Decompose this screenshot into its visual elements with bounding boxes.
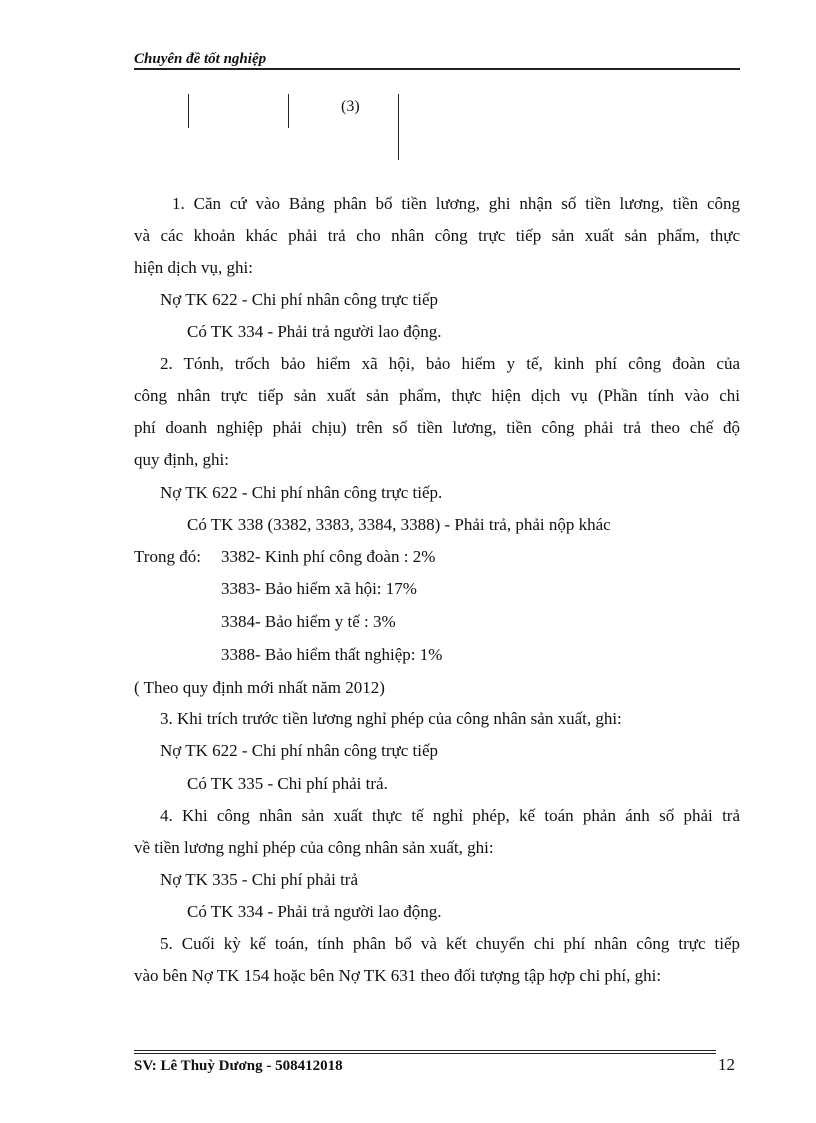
p3-line-1: 3. Khi trích trước tiền lương nghỉ phép của công nhân sản xuất, ghi: xyxy=(160,709,622,728)
breakdown-item: 3383- Bảo hiểm xã hội: 17% xyxy=(221,579,417,598)
breakdown-item: 3384- Bảo hiểm y tế : 3% xyxy=(221,612,396,631)
diagram-line-2 xyxy=(288,94,289,128)
p2-debit: Nợ TK 622 - Chi phí nhân công trực tiếp. xyxy=(160,483,443,502)
footer-student: SV: Lê Thuỳ Dương - 508412018 xyxy=(134,1058,343,1074)
p5-line-1: 5. Cuối kỳ kế toán, tính phân bổ và kết chuyển chi phí nhân công trực tiếp xyxy=(160,934,740,953)
p3-debit: Nợ TK 622 - Chi phí nhân công trực tiếp xyxy=(160,741,439,760)
p1-line-3: hiện dịch vụ, ghi: xyxy=(134,258,253,277)
page-header xyxy=(134,50,740,70)
footer-rule-2 xyxy=(134,1053,716,1054)
p3-credit: Có TK 335 - Chi phí phải trả. xyxy=(187,774,388,793)
breakdown-item: 3382- Kinh phí công đoàn : 2% xyxy=(221,547,436,566)
p4-debit: Nợ TK 335 - Chi phí phải trả xyxy=(160,870,359,889)
p1-debit: Nợ TK 622 - Chi phí nhân công trực tiếp xyxy=(160,290,439,309)
p2-line-2: công nhân trực tiếp sản xuất sản phẩm, thực hiện dịch vụ (Phần tính vào chi xyxy=(134,386,740,405)
regulation-note: ( Theo quy định mới nhất năm 2012) xyxy=(134,678,385,697)
diagram-line-1 xyxy=(188,94,189,128)
page-number: 12 xyxy=(718,1055,735,1074)
p2-line-1: 2. Tónh, trốch bảo hiểm xã hội, bảo hiểm y tế, kinh phí công đoàn của xyxy=(160,354,740,373)
p2-line-3: phí doanh nghiệp phải chịu) trên số tiền lương, tiền công phải trả theo chế độ xyxy=(134,418,740,437)
diagram-line-3 xyxy=(398,94,399,160)
p4-line-2: về tiền lương nghỉ phép của công nhân sản xuất, ghi: xyxy=(134,838,494,857)
p2-line-4: quy định, ghi: xyxy=(134,450,229,469)
footer-rule-1 xyxy=(134,1050,716,1051)
header-title: Chuyên đề tốt nghiệp xyxy=(134,51,267,67)
p2-credit: Có TK 338 (3382, 3383, 3384, 3388) - Phải trả, phải nộp khác xyxy=(187,515,611,534)
breakdown-intro: Trong đó: xyxy=(134,547,201,566)
p4-credit: Có TK 334 - Phải trả người lao động. xyxy=(187,902,442,921)
p1-credit: Có TK 334 - Phải trả người lao động. xyxy=(187,322,442,341)
diagram-label: (3) xyxy=(341,98,360,115)
p5-line-2: vào bên Nợ TK 154 hoặc bên Nợ TK 631 theo đối tượng tập hợp chi phí, ghi: xyxy=(134,966,662,985)
p1-line-1: 1. Căn cứ vào Bảng phân bổ tiền lương, ghi nhận số tiền lương, tiền công xyxy=(172,194,740,213)
p1-line-2: và các khoản khác phải trả cho nhân công trực tiếp sản xuất sản phẩm, thực xyxy=(134,226,740,245)
breakdown-item: 3388- Bảo hiểm thất nghiệp: 1% xyxy=(221,645,443,664)
p4-line-1: 4. Khi công nhân sản xuất thực tế nghỉ phép, kế toán phản ánh số phải trả xyxy=(160,806,740,825)
